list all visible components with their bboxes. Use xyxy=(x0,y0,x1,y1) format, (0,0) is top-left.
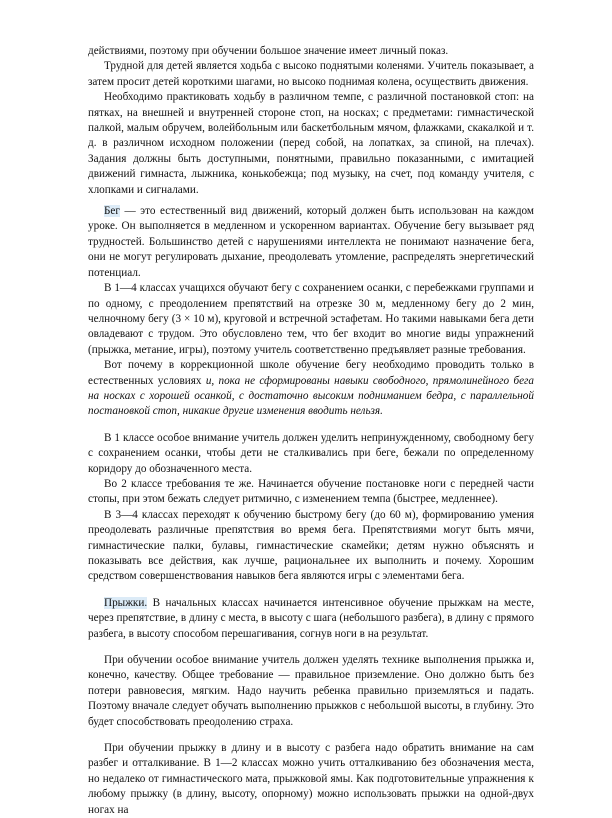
paragraph-walking-tempo: Необходимо практиковать ходьбу в различном темпе, с различной постановкой стоп: на пятках, на внешней и внутренней стороне стоп, на носках; с предметами: гимнастической палкой, малым обручем, волейбольным или баскетбольным мячом, флажками, скакалкой и т. д. в различном исходном положении (перед собой, на лопатках, за спиной, на плечах). Задания должны быть доступными, понятными, правильно показанными, с имитацией движений гимнаста, лыжника, конькобежца; под музыку, на счет, под команду учителя, с хлопками и сигналами. xyxy=(88,91,534,196)
paragraph-continuation: действиями, поэтому при обучении большое значение имеет личный показ. xyxy=(88,45,449,57)
natural-conditions-lead: Вот почему в коррекционной школе обучение бегу необходимо проводить только в естественных условиях xyxy=(88,359,534,387)
paragraph-jumps xyxy=(88,596,534,642)
paragraph-high-knees: Трудной для детей является ходьба с высоко поднятыми коленями. Учитель показывает, а затем просит детей короткими шагами, но высоко поднимая колена, осуществить движения. xyxy=(88,60,534,88)
jumps-body: В начальных классах начинается интенсивное обучение прыжкам на месте, через препятствие, в длину с места, в высоту с шага (небольшого разбега), в длину с прямого разбега, в высоту способом перешагивания, согнув ноги в на результат. xyxy=(88,596,534,640)
natural-conditions-italic: и, пока не сформированы навыки свободного, прямолинейного бега на носках с хорошей осанкой, с достаточно высоким подниманием бедра, с параллельной постановкой стоп, никакие другие изменения вводить нельзя. xyxy=(88,374,534,418)
paragraph-running-intro xyxy=(88,204,534,281)
paragraph-run-up: При обучении прыжку в длину и в высоту с разбега надо обратить внимание на сам разбег и отталкивание. В 1—2 классах можно учить отталкиванию без обозначения места, но недалеко от гимнастического мата, прыжковой ямы. Как подготовительные упражнения к любому прыжку (в длину, высоту, опорному) можно использовать прыжки на одной-двух ногах на xyxy=(88,742,534,816)
paragraph-natural-conditions xyxy=(88,358,534,420)
jumps-lead: Прыжки. xyxy=(104,596,148,609)
running-lead: Бег xyxy=(104,205,120,218)
paragraph-grade-2: Во 2 классе требования те же. Начинается обучение постановке ноги с передней части стопы, при этом бежать следует ритмично, с изменением темпа (быстрее, медленнее). xyxy=(88,477,534,506)
paragraph-landing: При обучении особое внимание учитель должен уделять технике выполнения прыжка и, конечно, качеству. Общее требование — правильное приземление. Оно должно быть без потери равновесия, мягким. Надо научить ребенка правильно приземляться и падать. Поэтому вначале следует обучать выполнению прыжков с небольшой высоты, в глубину. Это будет способствовать преодолению страха. xyxy=(88,654,534,728)
document-page xyxy=(88,44,534,818)
running-body: — это естественный вид движений, который должен быть использован на каждом уроке. Он выполняется в медленном и ускоренном вариантах. Обучение бегу вызывает ряд трудностей. Большинство детей с нарушениями интеллекта не понимают назначение бега, они не могут регулировать дыхание, преодолевать утомление, распределять энергетический потенциал. xyxy=(88,205,534,279)
paragraph-grade-1: В 1 классе особое внимание учитель должен уделить непринужденному, свободному бегу с сохранением осанки, чтобы дети не сталкивались при беге, бежали по определенному коридору до обозначенного места. xyxy=(88,431,534,475)
paragraph-grades-1-4: В 1—4 классах учащихся обучают бегу с сохранением осанки, с перебежками группами и по одному, с преодолением препятствий на отрезке 30 м, медленному бегу до 2 мин, челночному бегу (3 × 10 м), круговой и встречной эстафетам. Но такими навыками бега дети овладевают с трудом. Это обусловлено тем, что бег входит во многие виды упражнений (прыжка, метание, игры), поэтому учитель соответственно предъявляет разные требования. xyxy=(88,282,534,356)
paragraph-grades-3-4: В 3—4 классах переходят к обучению быстрому бегу (до 60 м), формированию умения преодолевать различные препятствия во время бега. Препятствиями могут быть мячи, гимнастические палки, булавы, гимнастические скамейки; детям нужно объяснять и показывать все действия, как лучше, рациональнее их выполнить и почему. Хорошим средством совершенствования навыков бега являются игры с элементами бега. xyxy=(88,508,534,583)
